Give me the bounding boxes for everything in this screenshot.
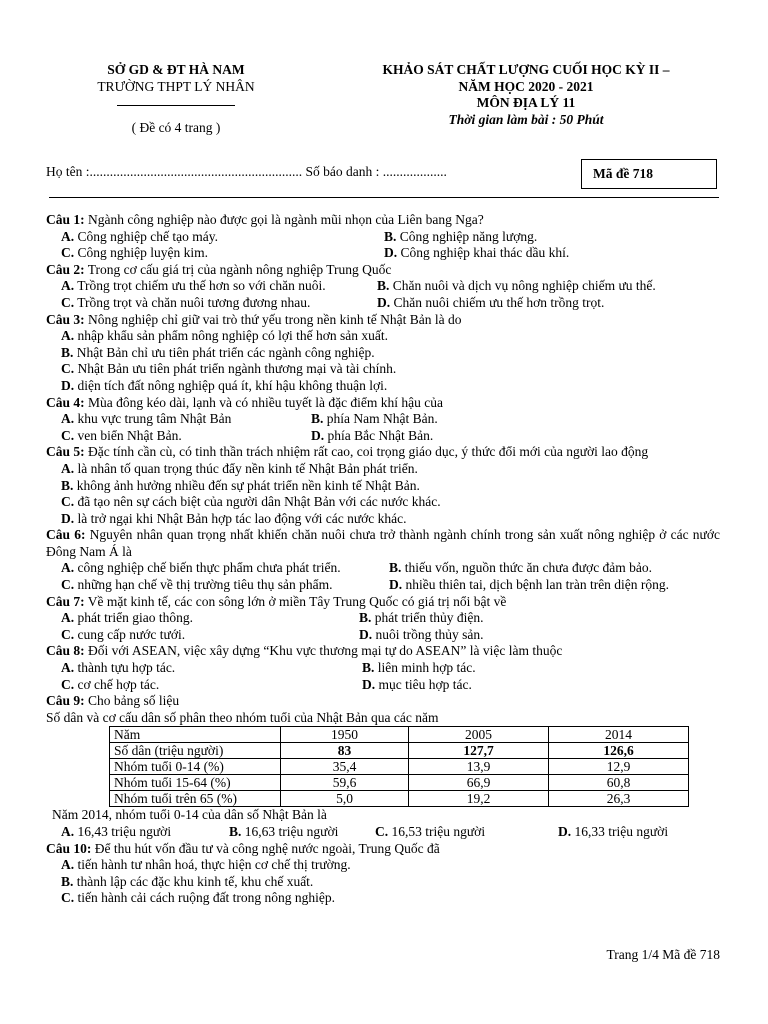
table-cell: 19,2 [409,791,549,807]
option-c: C. cơ chế hợp tác. [61,676,160,692]
table-cell: 26,3 [549,791,689,807]
options-row [46,660,720,677]
table-header-cell: 2005 [409,727,549,743]
question-3 [46,312,720,329]
question-9 [46,693,720,710]
option-a: A. 16,43 triệu người [61,824,172,839]
option-a: A. nhập khẩu sản phẩm nông nghiệp có lợi thế hơn sản xuất. [61,328,388,344]
options-row [46,295,720,312]
page-footer: Trang 1/4 Mã đề 718 [606,947,720,962]
question-number: Câu 1: [46,212,85,227]
question-text: Cho bảng số liệu [84,693,180,709]
option-d: D. là trở ngại khi Nhật Bản hợp tác lao động với các nước khác. [61,510,407,526]
question-4 [46,395,720,412]
option-d: D. 16,33 triệu người [558,824,669,839]
table-cell: 59,6 [281,775,409,791]
question-number: Câu 5: [46,444,85,460]
table-header-cell: 1950 [281,727,409,743]
option-a: A. tiến hành tư nhân hoá, thực hiện cơ chế thị trường. [61,857,351,873]
table-row [110,759,689,775]
options-row [46,824,720,841]
question-text: Nguyên nhân quan trọng nhất khiến chăn nuôi chưa trở thành ngành chính trong sản xuất nông nghiệp ở các nước Đông Nam Á là [46,527,720,559]
option-d: D. mục tiêu hợp tác. [362,676,472,692]
option-c: C. những hạn chế về thị trường tiêu thụ sản phẩm. [61,577,333,593]
header-rule [49,197,719,198]
table-cell: 127,7 [409,743,549,759]
option-c: C. ven biển Nhật Bản. [61,427,182,443]
question-text: Trong cơ cấu giá trị của ngành nông nghiệp Trung Quốc [84,261,392,277]
question-5 [46,444,720,461]
question-number: Câu 2: [46,261,85,277]
options-row [46,677,720,694]
option-c: C. Trồng trọt và chăn nuôi tương đương nhau. [61,294,311,310]
student-id-line: Họ tên :............................................................... Số báo danh : ................... [46,164,447,179]
question-8 [46,643,720,660]
table-cell: 60,8 [549,775,689,791]
option-b: B. thành lập các đặc khu kinh tế, khu chế xuất. [61,873,314,889]
question-number: Câu 4: [46,394,85,410]
table-cell: 83 [281,743,409,759]
table-cell: 66,9 [409,775,549,791]
question-number: Câu 8: [46,643,85,659]
option-b: B. Nhật Bản chỉ ưu tiên phát triển các ngành công nghiệp. [61,344,375,360]
table-cell: 126,6 [549,743,689,759]
header-divider [117,105,235,106]
options-row [46,428,720,445]
table-cell: Nhóm tuổi trên 65 (%) [110,791,281,807]
question-number: Câu 6: [46,527,86,543]
department-name: SỞ GD & ĐT HÀ NAM [107,62,245,77]
option-b: B. không ảnh hưởng nhiều đến sự phát triển nền kinh tế Nhật Bản. [61,477,420,493]
option-c: C. Nhật Bản ưu tiên phát triển ngành thương mại và tài chính. [61,361,397,377]
subject: MÔN ĐỊA LÝ 11 [476,95,576,111]
options-row [46,627,720,644]
option-b: B. Chăn nuôi và dịch vụ nông nghiệp chiếm ưu thế. [377,278,656,294]
question-number: Câu 7: [46,593,85,609]
question-number: Câu 10: [46,840,92,856]
option-b: B. phát triển thủy điện. [359,610,484,626]
question-2 [46,262,720,279]
option-a: A. công nghiệp chế biến thực phẩm chưa phát triển. [61,560,341,576]
question-6 [46,527,720,560]
table-header-cell: Năm [110,727,281,743]
option-d: D. nhiều thiên tai, dịch bệnh lan tràn trên diện rộng. [389,577,670,593]
options-row [46,610,720,627]
options-row [46,245,720,262]
option-a: A. Trồng trọt chiếm ưu thế hơn so với chăn nuôi. [61,278,326,294]
question-text: Để thu hút vốn đầu tư và công nghệ nước ngoài, Trung Quốc đã [91,840,440,856]
options-row [46,560,720,577]
exam-title-line-1: KHẢO SÁT CHẤT LƯỢNG CUỐI HỌC KỲ II – [382,62,670,77]
option-b: B. Công nghiệp năng lượng. [384,228,538,244]
question-number: Câu 3: [46,311,85,327]
exam-title-line-2: NĂM HỌC 2020 - 2021 [458,78,594,94]
option-c: C. Công nghiệp luyện kim. [61,245,208,261]
option-a: A. khu vực trung tâm Nhật Bản [61,411,232,427]
question-text: Đặc tính cần cù, có tinh thần trách nhiệm rất cao, coi trọng giáo dục, ý thức đổi mới của người lao động [84,444,649,460]
data-table [109,726,689,807]
table-cell: Nhóm tuổi 0-14 (%) [110,759,281,775]
table-cell: Nhóm tuổi 15-64 (%) [110,775,281,791]
question-7 [46,594,720,611]
option-b: B. 16,63 triệu người [229,824,339,839]
header-left [60,62,292,137]
table-header-cell: 2014 [549,727,689,743]
questions-body [46,212,720,907]
table-header-row [110,727,689,743]
option-b: B. thiếu vốn, nguồn thức ăn chưa được đảm bảo. [389,560,653,576]
table-title: Số dân và cơ cấu dân số phân theo nhóm tuổi của Nhật Bản qua các năm [46,709,439,725]
options-row [46,278,720,295]
table-cell: 35,4 [281,759,409,775]
school-name: TRƯỜNG THPT LÝ NHÂN [97,78,255,94]
option-a: A. thành tựu hợp tác. [61,660,176,676]
question-9-prompt: Năm 2014, nhóm tuổi 0-14 của dân số Nhật Bản là [52,807,327,823]
option-a: A. phát triển giao thông. [61,610,193,626]
question-text: Nông nghiệp chỉ giữ vai trò thứ yếu trong nền kinh tế Nhật Bản là do [84,311,462,327]
exam-code-box: Mã đề 718 [581,159,717,189]
option-d: D. Công nghiệp khai thác dầu khí. [384,245,570,261]
option-b: B. liên minh hợp tác. [362,660,476,676]
option-c: C. cung cấp nước tưới. [61,626,186,642]
question-1 [46,212,720,229]
header-right [318,62,734,128]
table-cell: 5,0 [281,791,409,807]
question-10 [46,841,720,858]
table-row [110,743,689,759]
option-b: B. phía Nam Nhật Bản. [311,411,438,427]
table-cell: Số dân (triệu người) [110,743,281,759]
question-number: Câu 9: [46,693,85,709]
option-d: D. Chăn nuôi chiếm ưu thế hơn trồng trọt. [377,294,605,310]
table-row [110,791,689,807]
table-cell: 12,9 [549,759,689,775]
options-row [46,411,720,428]
options-row [46,577,720,594]
question-text: Về mặt kinh tế, các con sông lớn ở miền Tây Trung Quốc có giá trị nổi bật về [84,593,507,609]
option-a: A. Công nghiệp chế tạo máy. [61,228,218,244]
option-d: D. nuôi trồng thủy sản. [359,626,484,642]
time-limit: Thời gian làm bài : 50 Phút [448,111,604,127]
option-d: D. diện tích đất nông nghiệp quá ít, khí hậu không thuận lợi. [61,377,388,393]
option-c: C. đã tạo nên sự cách biệt của người dân Nhật Bản với các nước khác. [61,494,441,510]
question-text: Đối với ASEAN, việc xây dựng “Khu vực thương mại tự do ASEAN” là việc làm thuộc [84,643,563,659]
option-c: C. tiến hành cải cách ruộng đất trong nông nghiệp. [61,890,336,906]
option-c: C. 16,53 triệu người [375,824,486,839]
option-a: A. là nhân tố quan trọng thúc đẩy nền kinh tế Nhật Bản phát triển. [61,460,418,476]
pages-note: ( Đề có 4 trang ) [131,120,221,136]
question-text: Mùa đông kéo dài, lạnh và có nhiều tuyết là đặc điểm khí hậu của [84,394,444,410]
table-row [110,775,689,791]
question-text: Ngành công nghiệp nào được gọi là ngành mũi nhọn của Liên bang Nga? [84,212,484,227]
table-cell: 13,9 [409,759,549,775]
options-row [46,229,720,246]
option-d: D. phía Bắc Nhật Bản. [311,427,434,443]
